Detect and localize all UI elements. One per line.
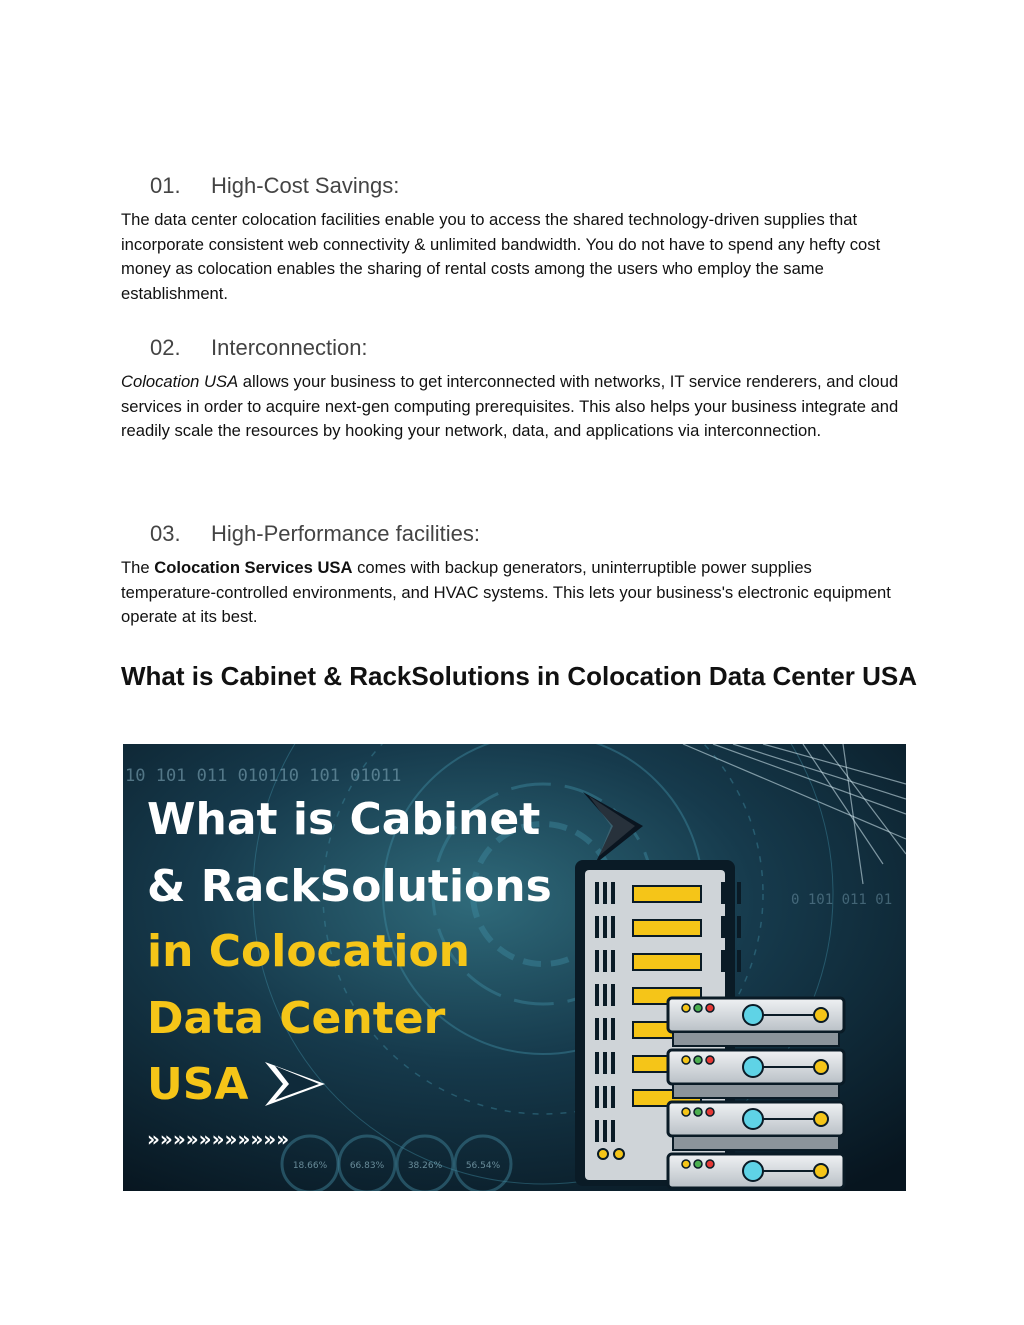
body-text: comes with backup generators, uninterruptible power supplies temperature-controlled environments, and HVAC systems. This lets your business's electronic equipment operate at its best.	[121, 558, 891, 626]
body-text: The	[121, 558, 155, 577]
section-heading-high-performance	[150, 521, 480, 547]
section-number: 03.	[150, 521, 181, 546]
gauge-value: 56.54%	[465, 1161, 501, 1171]
section-title: Interconnection:	[211, 335, 368, 360]
banner-title-line-5: USA	[147, 1059, 249, 1110]
colocation-usa-link-text: Colocation USA	[121, 372, 239, 391]
server-unit-icon	[668, 1102, 844, 1150]
gauge-value: 66.83%	[349, 1161, 385, 1171]
banner-image	[123, 744, 906, 1191]
section-number: 01.	[150, 173, 181, 198]
binary-decoration-top: 10 101 011 010110 101 01011	[125, 766, 402, 786]
server-unit-icon	[668, 998, 844, 1046]
banner-title-line-3: in Colocation	[147, 926, 470, 977]
binary-decoration-right: 0 101 011 01	[791, 892, 893, 908]
section-body-interconnection	[121, 370, 911, 444]
banner-title-line-2: & RackSolutions	[147, 861, 552, 912]
banner-title-line-4: Data Center	[147, 993, 446, 1044]
section-heading-interconnection	[150, 335, 368, 361]
banner-title-line-1: What is Cabinet	[147, 794, 541, 845]
colocation-services-usa-text: Colocation Services USA	[154, 558, 353, 577]
server-unit-icon	[668, 1050, 844, 1098]
gauge-value: 38.26%	[407, 1161, 443, 1171]
gauge-value: 18.66%	[292, 1161, 328, 1171]
section-title: High-Performance facilities:	[211, 521, 480, 546]
section-body-high-performance	[121, 556, 911, 630]
section-body-high-cost-savings: The data center colocation facilities enable you to access the shared technology-driven supplies that incorporate consistent web connectivity & unlimited bandwidth. You do not have to spend any hefty cost money as colocation enables the sharing of rental costs among the users who employ the same establishment.	[121, 210, 881, 303]
section-number: 02.	[150, 335, 181, 360]
body-text: allows your business to get interconnected with networks, IT service renderers, and cloud services in order to acquire next-gen computing prerequisites. This also helps your business integrate and readily scale the resources by hooking your network, data, and applications via interconnection.	[121, 372, 899, 440]
section-title: High-Cost Savings:	[211, 173, 400, 198]
section-heading-cabinet-rack: What is Cabinet & RackSolutions in Colocation Data Center USA	[121, 661, 917, 691]
server-unit-icon	[668, 1154, 844, 1188]
chevron-row-decoration: »»»»»»»»»»»	[147, 1127, 290, 1151]
section-heading-high-cost-savings	[150, 173, 399, 199]
